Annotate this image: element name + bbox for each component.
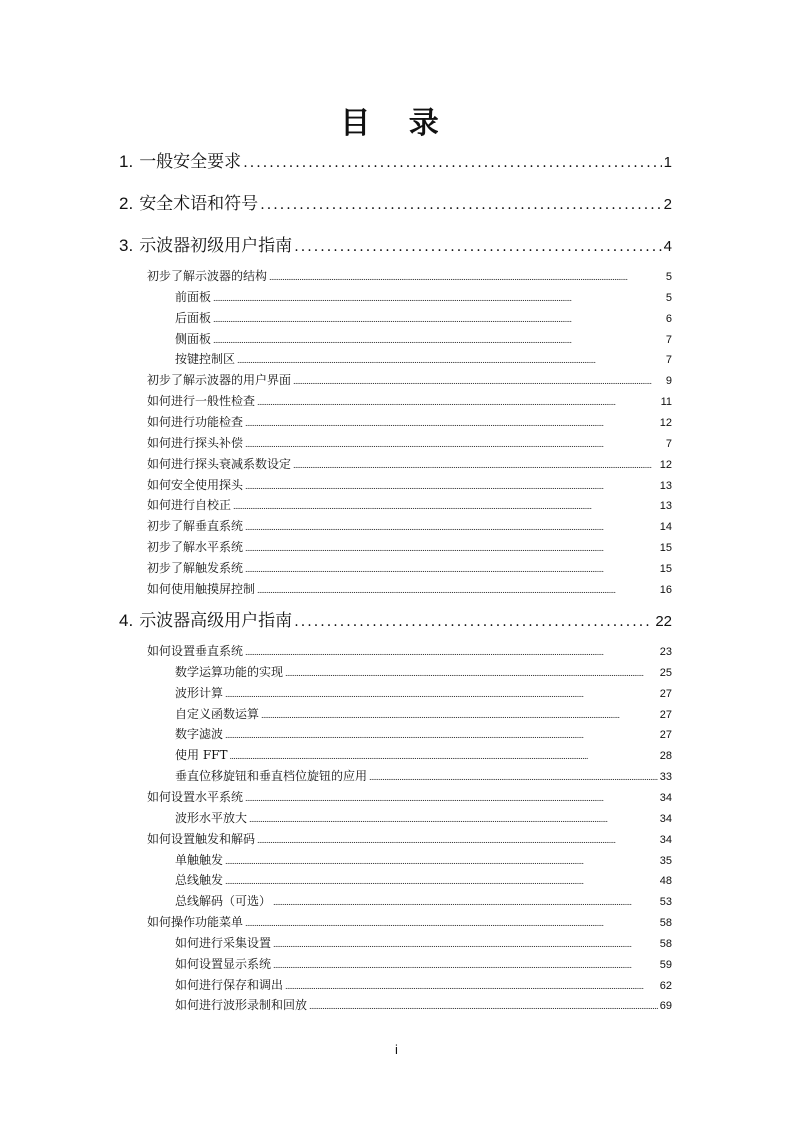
dot-leader	[294, 611, 653, 631]
dot-leader	[245, 644, 658, 658]
toc-section[interactable]	[147, 434, 672, 452]
dot-leader	[229, 748, 657, 762]
toc-chapter-number: 4.	[119, 611, 134, 630]
toc-page-number: 62	[659, 979, 672, 992]
dot-leader	[245, 540, 658, 554]
dot-leader	[257, 832, 658, 846]
toc-subsection[interactable]	[175, 705, 672, 723]
dot-leader	[369, 769, 658, 783]
toc-section[interactable]	[147, 455, 672, 473]
toc-entry-title: 数字滤波	[175, 727, 224, 742]
toc-page-number: 27	[659, 729, 672, 742]
toc-page-number: 12	[659, 416, 672, 429]
toc-entry-title: 如何进行波形录制和回放	[175, 998, 308, 1013]
toc-page-number: 5	[665, 271, 672, 283]
toc-subsection[interactable]	[175, 767, 672, 785]
toc-subsection[interactable]	[175, 976, 672, 994]
dot-leader	[245, 415, 658, 429]
toc-chapter[interactable]	[119, 606, 672, 630]
dot-leader	[261, 707, 658, 721]
toc-entry-title: 总线解码（可选）	[175, 894, 272, 909]
toc-section[interactable]	[147, 496, 672, 514]
toc-section[interactable]	[147, 413, 672, 431]
toc-chapter-number: 1.	[119, 152, 134, 171]
toc-entry-title: 数学运算功能的实现	[175, 664, 284, 679]
dot-leader	[233, 498, 658, 512]
dot-leader	[225, 686, 658, 700]
toc-entry-title: 如何设置显示系统	[175, 956, 272, 971]
toc-entry-title: 如何设置触发和解码	[147, 831, 256, 846]
toc-page-number: 6	[665, 312, 672, 325]
toc-subsection[interactable]	[175, 725, 672, 743]
page-title: 目 录	[340, 106, 453, 141]
dot-leader	[285, 665, 658, 679]
dot-leader	[225, 853, 658, 867]
toc-entry-title: 安全术语和符号	[139, 194, 259, 214]
toc-entry-title: 如何进行自校正	[147, 498, 232, 513]
toc-page-number: 1	[663, 154, 672, 171]
toc-entry-title: 自定义函数运算	[175, 706, 260, 721]
toc-chapter-number: 3.	[119, 236, 134, 255]
toc-section[interactable]	[147, 830, 672, 848]
dot-leader	[245, 519, 658, 533]
toc-entry-title: 使用 FFT	[175, 748, 228, 763]
toc-subsection[interactable]	[175, 871, 672, 889]
dot-leader	[293, 373, 664, 387]
dot-leader	[285, 978, 658, 992]
toc-subsection[interactable]	[175, 309, 672, 327]
toc-entry-title: 如何进行探头补偿	[147, 435, 244, 450]
toc-page-number: 14	[659, 521, 672, 534]
toc-section[interactable]	[147, 517, 672, 535]
dot-leader	[269, 269, 664, 283]
toc-page-number: 48	[659, 875, 672, 888]
dot-leader	[273, 936, 658, 950]
toc-entry-title: 如何设置水平系统	[147, 789, 244, 804]
toc-entry-title: 初步了解触发系统	[147, 560, 244, 575]
dot-leader	[309, 998, 658, 1012]
toc-entry-title: 如何进行探头衰减系数设定	[147, 456, 292, 471]
dot-leader	[273, 957, 658, 971]
dot-leader	[245, 790, 658, 804]
toc-entry-title: 如何进行一般性检查	[147, 394, 256, 409]
toc-entry-title: 如何使用触摸屏控制	[147, 581, 256, 596]
toc-page-number: 33	[659, 771, 672, 784]
toc-page-number: 28	[659, 750, 672, 763]
toc-subsection[interactable]	[175, 892, 672, 910]
toc-page-number: 15	[659, 542, 672, 555]
toc-subsection[interactable]	[175, 809, 672, 827]
toc-chapter[interactable]	[119, 231, 672, 255]
dot-leader	[237, 352, 664, 366]
toc-page-number: 11	[660, 396, 672, 409]
toc-entry-title: 初步了解示波器的用户界面	[147, 373, 292, 388]
toc-chapter-number: 2.	[119, 194, 134, 213]
dot-leader	[225, 727, 658, 741]
toc-chapter[interactable]	[119, 189, 672, 213]
toc-page-number: 12	[659, 458, 672, 471]
toc-chapter[interactable]	[119, 147, 672, 171]
toc-entry-title: 波形计算	[175, 685, 224, 700]
dot-leader	[257, 582, 658, 596]
toc-section[interactable]	[147, 392, 672, 410]
toc-page-number: 35	[659, 854, 672, 867]
toc-subsection[interactable]	[175, 746, 672, 764]
dot-leader	[294, 236, 661, 256]
toc-page-number: 69	[659, 1000, 672, 1013]
toc-section[interactable]	[147, 559, 672, 577]
toc-entry-title: 如何设置垂直系统	[147, 644, 244, 658]
toc-subsection[interactable]	[175, 684, 672, 702]
dot-leader	[245, 561, 658, 575]
toc-page-number: 59	[659, 958, 672, 971]
toc-entry-title: 示波器高级用户指南	[139, 611, 293, 631]
toc-section[interactable]	[147, 913, 672, 931]
toc-entry-title: 初步了解水平系统	[147, 540, 244, 555]
dot-leader	[260, 194, 661, 214]
toc-page-number: 53	[659, 896, 672, 909]
toc-page-number: 34	[659, 833, 672, 846]
dot-leader	[249, 811, 658, 825]
toc-entry-title: 侧面板	[175, 331, 212, 346]
toc-entry-title: 如何操作功能菜单	[147, 915, 244, 930]
toc-page-number: 58	[659, 917, 672, 930]
toc-page-number: 7	[665, 354, 672, 367]
toc-subsection[interactable]	[175, 996, 672, 1014]
toc-page-number: 13	[659, 479, 672, 492]
toc-entry-title: 如何进行采集设置	[175, 935, 272, 950]
dot-leader	[257, 394, 659, 408]
toc-subsection[interactable]	[175, 663, 672, 681]
toc-section[interactable]	[147, 580, 672, 598]
toc-section[interactable]	[147, 267, 672, 285]
toc-section[interactable]	[147, 476, 672, 494]
toc-entry-title: 前面板	[175, 289, 212, 304]
toc-subsection[interactable]	[175, 851, 672, 869]
dot-leader	[293, 457, 658, 471]
toc-page-number: 2	[663, 196, 672, 213]
toc-subsection[interactable]	[175, 288, 672, 306]
dot-leader	[225, 873, 658, 887]
toc-page-number: 15	[659, 562, 672, 575]
toc-entry-title: 初步了解垂直系统	[147, 519, 244, 534]
toc-entry-title: 总线触发	[175, 873, 224, 888]
dot-leader	[213, 332, 664, 346]
dot-leader	[213, 311, 664, 325]
dot-leader	[245, 436, 664, 450]
toc-entry-title: 一般安全要求	[139, 152, 242, 172]
toc-page-number: 5	[665, 291, 672, 304]
dot-leader	[213, 290, 664, 304]
toc-page-number: 23	[659, 646, 672, 658]
toc-page-number: 7	[665, 333, 672, 346]
dot-leader	[273, 894, 658, 908]
toc-entry-title: 初步了解示波器的结构	[147, 269, 268, 283]
toc-page-number: 58	[659, 937, 672, 950]
page-number-footer: i	[395, 1042, 398, 1057]
toc-section[interactable]	[147, 538, 672, 556]
toc-subsection[interactable]	[175, 330, 672, 348]
toc-section[interactable]	[147, 788, 672, 806]
toc-page-number: 34	[659, 812, 672, 825]
toc-entry-title: 波形水平放大	[175, 810, 248, 825]
toc-page-number: 25	[659, 666, 672, 679]
toc-page-number: 16	[659, 583, 672, 596]
dot-leader	[245, 478, 658, 492]
toc-entry-title: 垂直位移旋钮和垂直档位旋钮的应用	[175, 769, 368, 784]
toc-page-number: 7	[665, 437, 672, 450]
toc-page-number: 22	[655, 613, 672, 630]
toc-page-number: 13	[659, 500, 672, 513]
toc-entry-title: 如何安全使用探头	[147, 477, 244, 492]
toc-section[interactable]	[147, 642, 672, 660]
toc-subsection[interactable]	[175, 934, 672, 952]
toc-entry-title: 后面板	[175, 310, 212, 325]
toc-page-number: 4	[663, 238, 672, 255]
toc-subsection[interactable]	[175, 955, 672, 973]
toc-entry-title: 按键控制区	[175, 352, 236, 367]
toc-page-number: 9	[665, 375, 672, 388]
toc-entry-title: 如何进行功能检查	[147, 414, 244, 429]
dot-leader	[243, 152, 661, 172]
toc-page-number: 27	[659, 708, 672, 721]
toc-entry-title: 如何进行保存和调出	[175, 977, 284, 992]
dot-leader	[245, 915, 658, 929]
toc-entry-title: 示波器初级用户指南	[139, 236, 293, 256]
toc-subsection[interactable]	[175, 350, 672, 368]
toc-page-number: 34	[659, 791, 672, 804]
toc-entry-title: 单触触发	[175, 852, 224, 867]
toc-section[interactable]	[147, 371, 672, 389]
toc-page-number: 27	[659, 687, 672, 700]
